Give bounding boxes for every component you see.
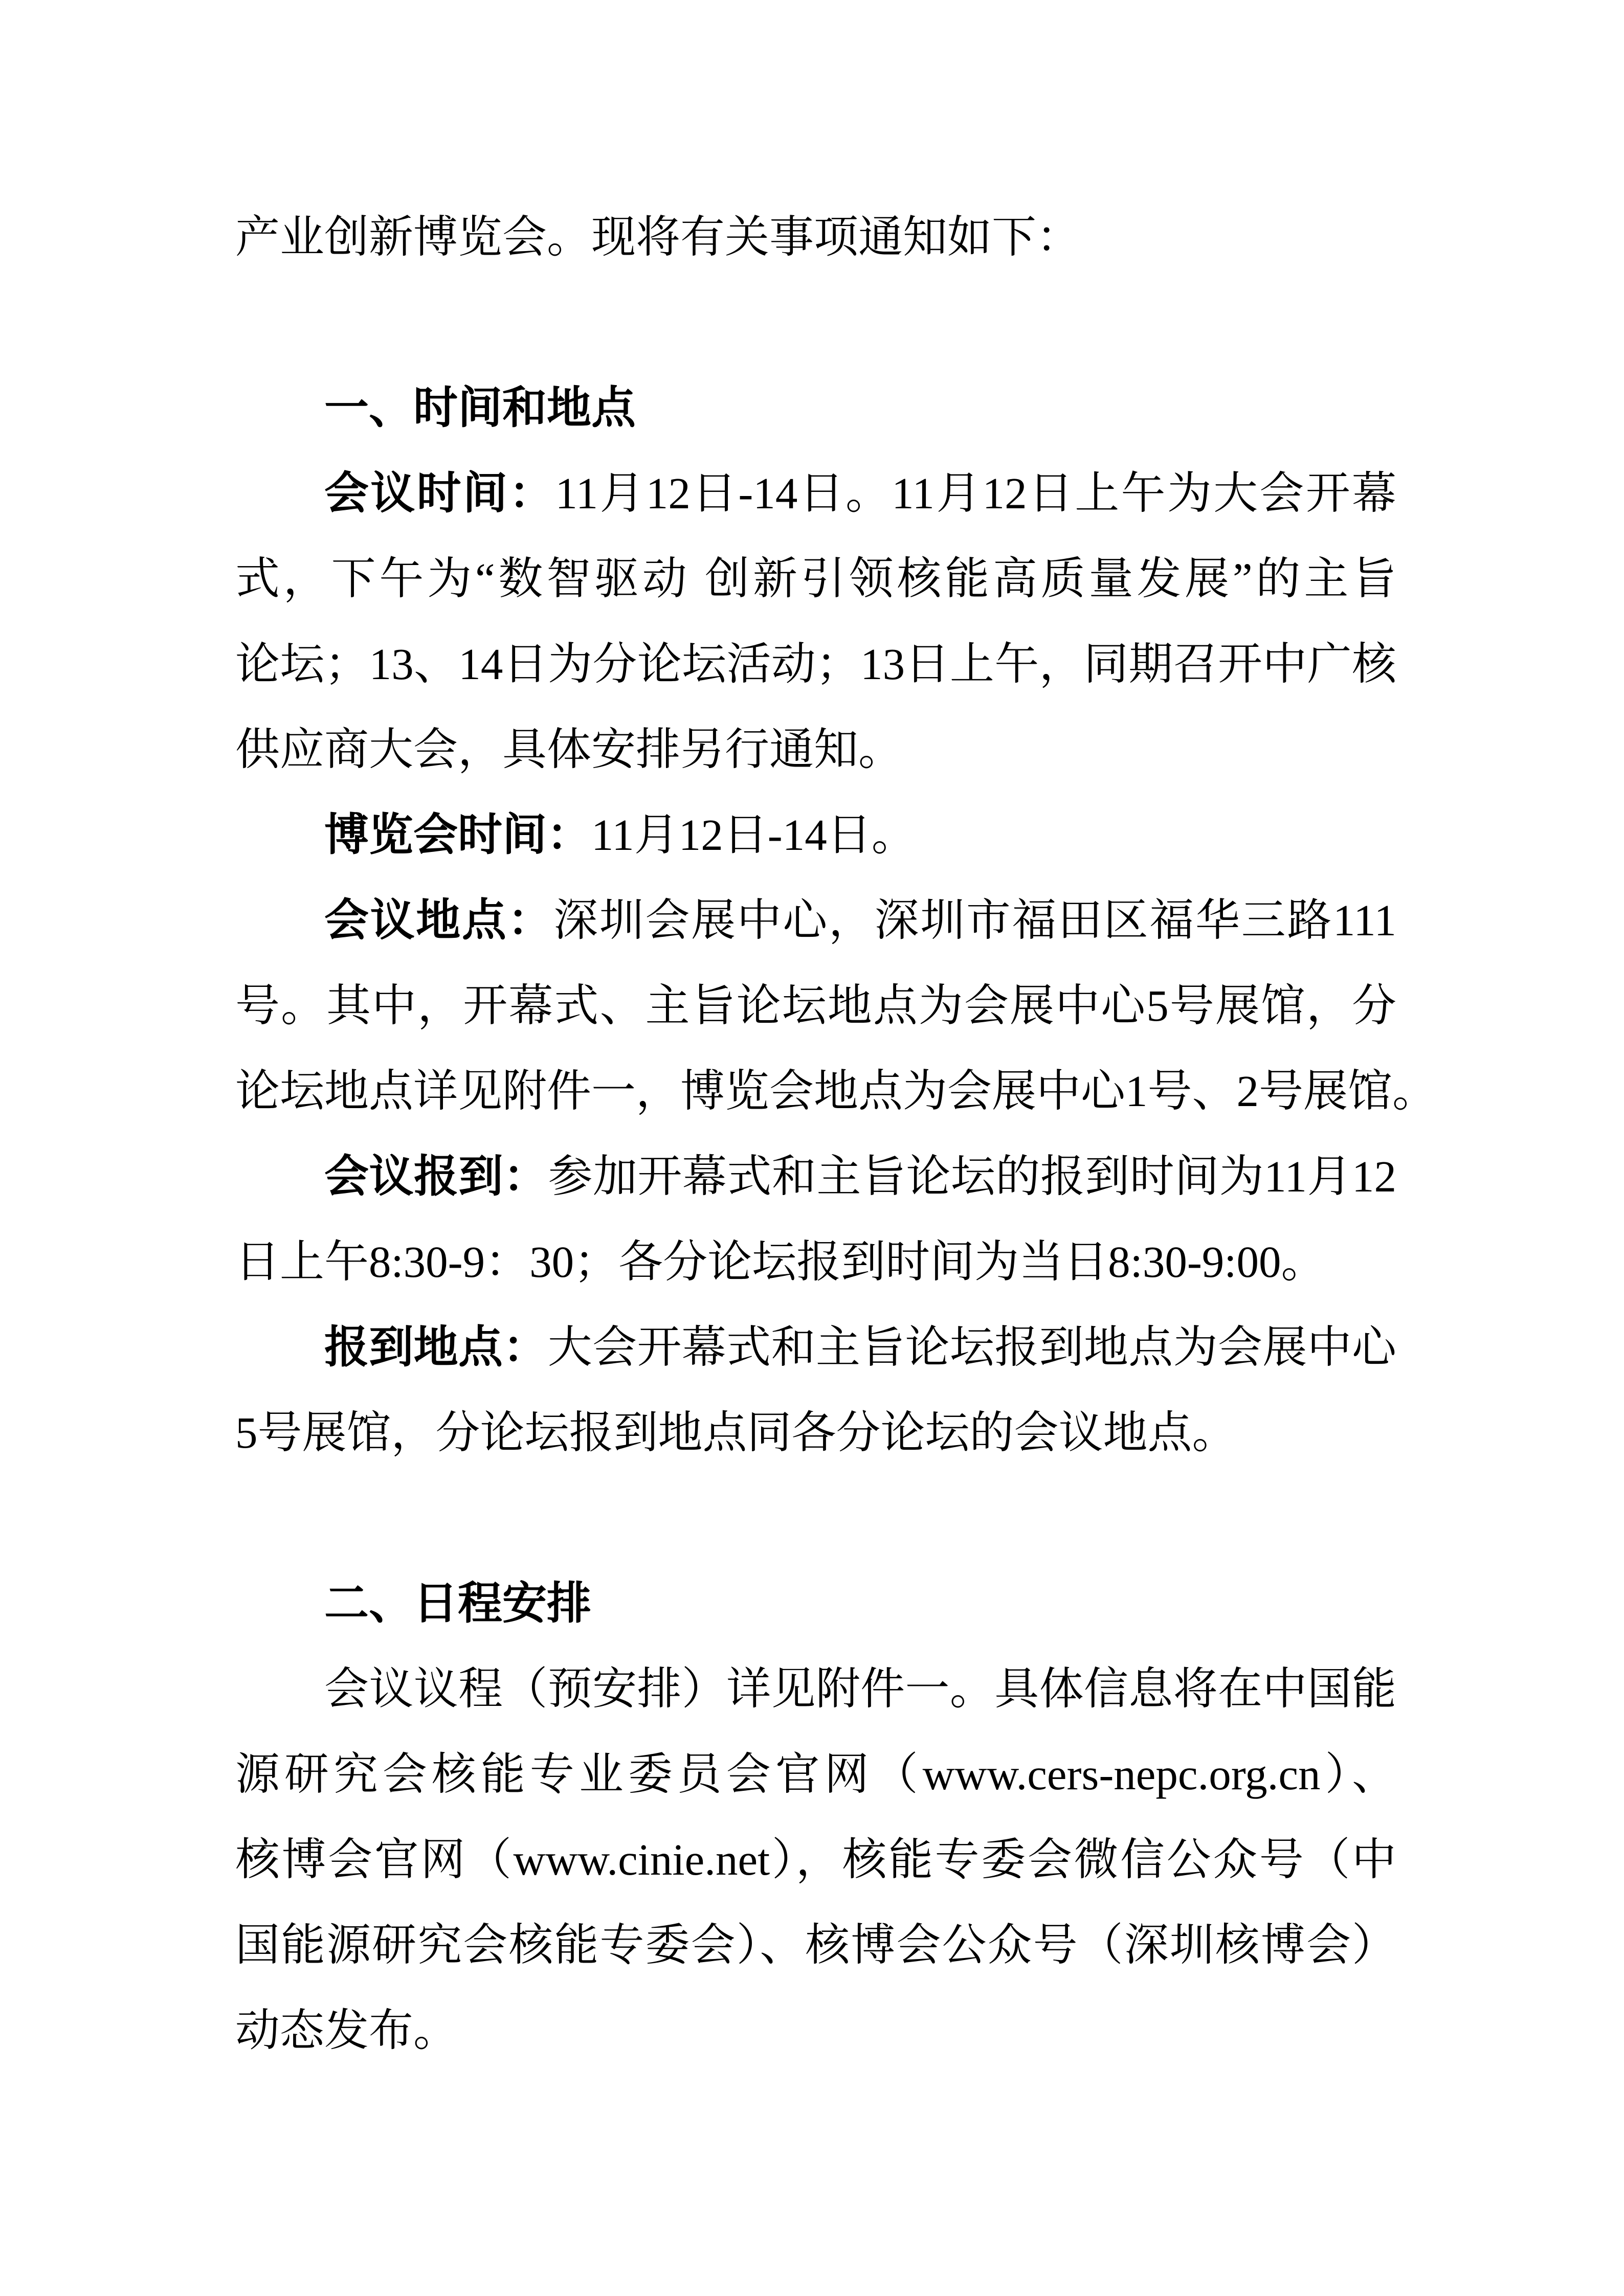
label-text: 会议地点： — [324, 895, 554, 945]
heading-text: 一、时间和地点 — [324, 383, 636, 433]
text-line — [235, 1219, 1396, 1304]
text-line — [235, 1817, 1396, 1902]
body-text: 号。其中，开幕式、主旨论坛地点为会展中心5号展馆，分 — [235, 981, 1396, 1030]
label-text: 报到地点： — [324, 1322, 548, 1372]
body-text: 产业创新博览会。现将有关事项通知如下： — [235, 212, 1081, 262]
label-text: 会议报到： — [324, 1152, 548, 1201]
body-text: 会议议程（预安排）详见附件一。具体信息将在中国能 — [324, 1664, 1396, 1714]
text-line — [235, 194, 1396, 280]
text-line — [235, 1048, 1437, 1134]
text-line — [235, 877, 1396, 963]
body-text: 国能源研究会核能专委会）、核博会公众号（深圳核博会） — [235, 1920, 1396, 1970]
body-text: 11月12日-14日。 — [591, 810, 916, 860]
body-text: 核博会官网（www.cinie.net），核能专委会微信公众号（中 — [235, 1835, 1396, 1884]
label-text: 会议时间： — [324, 468, 555, 518]
text-line — [235, 1988, 1396, 2073]
body-text: 式，下午为“数智驱动 创新引领核能高质量发展”的主旨 — [235, 554, 1396, 603]
text-line — [235, 1902, 1396, 1988]
text-line — [235, 1134, 1396, 1219]
document-body — [235, 194, 1437, 2073]
body-text: 动态发布。 — [235, 2006, 458, 2055]
body-text: 参加开幕式和主旨论坛的报到时间为11月12 — [548, 1152, 1397, 1201]
body-text: 论坛；13、14日为分论坛活动；13日上午，同期召开中广核 — [235, 639, 1396, 689]
body-text: 大会开幕式和主旨论坛报到地点为会展中心 — [547, 1322, 1397, 1372]
text-line — [235, 1646, 1396, 1731]
section-heading — [235, 365, 1396, 451]
section-heading — [235, 1561, 1396, 1646]
body-text: 11月12日-14日。11月12日上午为大会开幕 — [555, 468, 1397, 518]
body-text: 日上午8:30-9：30；各分论坛报到时间为当日8:30-9:00。 — [235, 1237, 1326, 1287]
body-text: 源研究会核能专业委员会官网（www.cers-nepc.org.cn）、 — [235, 1749, 1396, 1799]
heading-text: 二、日程安排 — [324, 1579, 591, 1628]
body-text: 论坛地点详见附件一，博览会地点为会展中心1号、2号展馆。 — [235, 1066, 1437, 1116]
text-line — [235, 451, 1396, 536]
text-line — [235, 963, 1396, 1048]
text-line — [235, 792, 1396, 877]
text-line — [235, 1304, 1396, 1390]
body-text: 深圳会展中心，深圳市福田区福华三路111 — [553, 895, 1396, 945]
body-text: 5号展馆，分论坛报到地点同各分论坛的会议地点。 — [235, 1408, 1237, 1457]
text-line — [235, 536, 1396, 621]
label-text: 博览会时间： — [324, 810, 591, 860]
text-line — [235, 621, 1396, 707]
text-line — [235, 1390, 1396, 1475]
text-line — [235, 707, 1396, 792]
body-text: 供应商大会，具体安排另行通知。 — [235, 725, 903, 774]
text-line — [235, 1731, 1396, 1817]
